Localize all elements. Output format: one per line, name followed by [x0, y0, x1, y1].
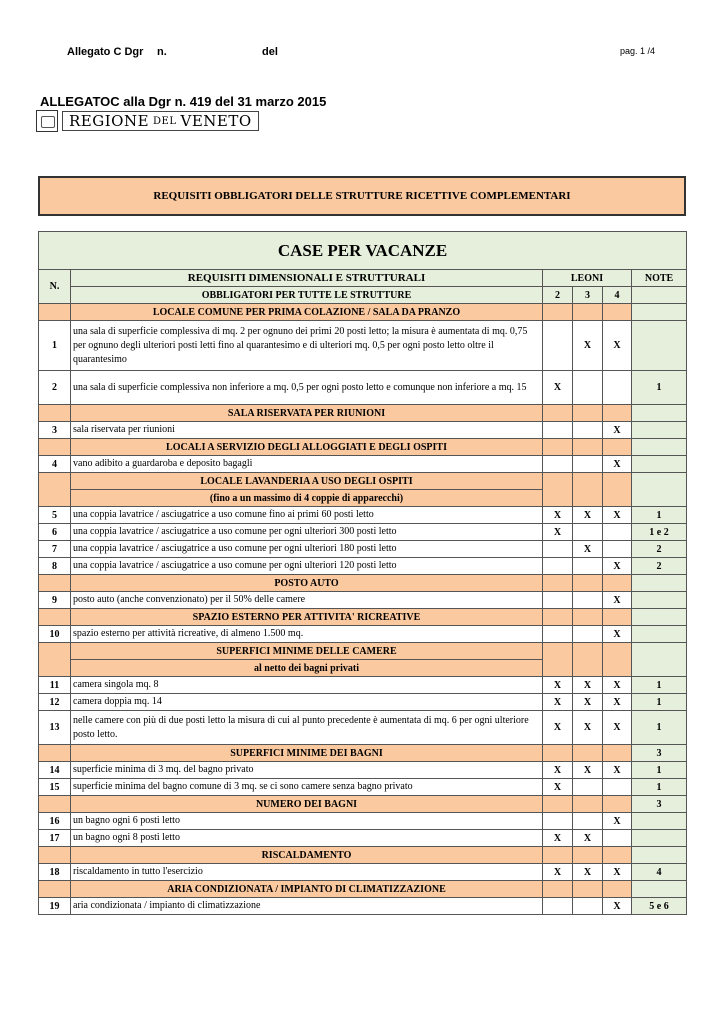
row-description: una coppia lavatrice / asciugatrice a uso comune per ogni ulteriori 300 posti letto	[71, 524, 543, 541]
row-note: 1	[632, 779, 687, 796]
leoni-4-mark	[603, 524, 632, 541]
table-row	[39, 779, 687, 796]
section-leoni-cell	[543, 745, 573, 762]
table-row	[39, 898, 687, 915]
row-description: vano adibito a guardaroba e deposito bagagli	[71, 456, 543, 473]
row-number: 17	[39, 830, 71, 847]
section-note	[632, 609, 687, 626]
leoni-2-mark: X	[543, 694, 573, 711]
row-number: 2	[39, 371, 71, 405]
leoni-3-mark	[573, 898, 603, 915]
leoni-4-mark	[603, 779, 632, 796]
row-description: superficie minima di 3 mq. del bagno privato	[71, 762, 543, 779]
leoni-3-mark: X	[573, 541, 603, 558]
leoni-3-mark	[573, 524, 603, 541]
leoni-3-mark: X	[573, 864, 603, 881]
section-leoni-cell	[543, 473, 573, 507]
note-header-blank	[632, 287, 687, 304]
leoni-4-mark	[603, 541, 632, 558]
row-description: una sala di superficie complessiva non inferiore a mq. 0,5 per ogni posto letto e comunque non inferiore a mq. 15	[71, 371, 543, 405]
section-leoni-cell	[603, 575, 632, 592]
col-n-header: N.	[39, 270, 71, 304]
section-note: 3	[632, 796, 687, 813]
section-row	[39, 745, 687, 762]
table-row	[39, 864, 687, 881]
leoni-3-header: 3	[573, 287, 603, 304]
row-note: 5 e 6	[632, 898, 687, 915]
row-note: 1	[632, 762, 687, 779]
section-label: SALA RISERVATA PER RIUNIONI	[71, 405, 543, 422]
req-header-line1: REQUISITI DIMENSIONALI E STRUTTURALI	[71, 270, 543, 287]
leoni-3-mark	[573, 626, 603, 643]
table-row	[39, 694, 687, 711]
row-number: 5	[39, 507, 71, 524]
leoni-2-mark	[543, 898, 573, 915]
table-title-row	[39, 232, 687, 270]
row-number: 19	[39, 898, 71, 915]
leoni-4-mark	[603, 830, 632, 847]
leoni-4-mark: X	[603, 898, 632, 915]
row-note	[632, 456, 687, 473]
section-leoni-cell	[573, 405, 603, 422]
section-num-cell	[39, 643, 71, 677]
leoni-3-mark	[573, 422, 603, 439]
row-number: 13	[39, 711, 71, 745]
leoni-3-mark	[573, 592, 603, 609]
leoni-2-mark	[543, 541, 573, 558]
section-label: al netto dei bagni privati	[71, 660, 543, 677]
row-note: 1	[632, 507, 687, 524]
row-description: aria condizionata / impianto di climatizzazione	[71, 898, 543, 915]
section-num-cell	[39, 439, 71, 456]
row-description: spazio esterno per attività ricreative, di almeno 1.500 mq.	[71, 626, 543, 643]
leoni-4-mark: X	[603, 321, 632, 371]
row-description: sala riservata per riunioni	[71, 422, 543, 439]
leoni-3-mark: X	[573, 830, 603, 847]
section-leoni-cell	[603, 643, 632, 677]
section-row	[39, 881, 687, 898]
table-row	[39, 321, 687, 371]
table-row	[39, 592, 687, 609]
row-note: 1	[632, 677, 687, 694]
section-leoni-cell	[603, 881, 632, 898]
row-note: 2	[632, 558, 687, 575]
leoni-4-mark: X	[603, 626, 632, 643]
leoni-3-mark: X	[573, 507, 603, 524]
section-leoni-cell	[603, 405, 632, 422]
leoni-header: LEONI	[543, 270, 632, 287]
section-row	[39, 847, 687, 864]
table-row	[39, 813, 687, 830]
note-header: NOTE	[632, 270, 687, 287]
table-title: CASE PER VACANZE	[39, 232, 687, 270]
row-number: 16	[39, 813, 71, 830]
leoni-3-mark: X	[573, 762, 603, 779]
leoni-3-mark	[573, 813, 603, 830]
section-row	[39, 796, 687, 813]
section-leoni-cell	[543, 643, 573, 677]
regione-seal-icon	[36, 110, 58, 132]
leoni-4-mark: X	[603, 864, 632, 881]
section-note	[632, 847, 687, 864]
row-description: un bagno ogni 8 posti letto	[71, 830, 543, 847]
section-leoni-cell	[543, 439, 573, 456]
row-number: 11	[39, 677, 71, 694]
leoni-3-mark	[573, 371, 603, 405]
leoni-4-mark: X	[603, 507, 632, 524]
table-row	[39, 524, 687, 541]
section-label: LOCALE LAVANDERIA A USO DEGLI OSPITI	[71, 473, 543, 490]
row-description: camera doppia mq. 14	[71, 694, 543, 711]
section-leoni-cell	[573, 473, 603, 507]
section-num-cell	[39, 881, 71, 898]
row-description: un bagno ogni 6 posti letto	[71, 813, 543, 830]
header-n: n.	[157, 46, 167, 58]
leoni-4-mark: X	[603, 813, 632, 830]
row-note	[632, 592, 687, 609]
row-number: 4	[39, 456, 71, 473]
regione-veneto-logo	[36, 110, 259, 132]
row-description: una coppia lavatrice / asciugatrice a uso comune per ogni ulteriori 120 posti letto	[71, 558, 543, 575]
section-note	[632, 405, 687, 422]
section-note	[632, 439, 687, 456]
logo-del: DEL	[153, 115, 177, 127]
section-row	[39, 304, 687, 321]
section-label: (fino a un massimo di 4 coppie di apparecchi)	[71, 490, 543, 507]
section-label: SUPERFICI MINIME DELLE CAMERE	[71, 643, 543, 660]
row-description: posto auto (anche convenzionato) per il 50% delle camere	[71, 592, 543, 609]
row-number: 9	[39, 592, 71, 609]
leoni-4-mark: X	[603, 456, 632, 473]
row-note: 4	[632, 864, 687, 881]
section-leoni-cell	[603, 304, 632, 321]
row-note	[632, 626, 687, 643]
row-description: una coppia lavatrice / asciugatrice a uso comune fino ai primi 60 posti letto	[71, 507, 543, 524]
header-del: del	[262, 46, 278, 58]
table-row	[39, 830, 687, 847]
row-description: una coppia lavatrice / asciugatrice a uso comune per ogni ulteriori 180 posti letto	[71, 541, 543, 558]
leoni-2-mark: X	[543, 524, 573, 541]
table-row	[39, 558, 687, 575]
table-row	[39, 762, 687, 779]
row-description: riscaldamento in tutto l'esercizio	[71, 864, 543, 881]
row-note	[632, 830, 687, 847]
leoni-2-mark	[543, 422, 573, 439]
row-number: 10	[39, 626, 71, 643]
leoni-2-mark	[543, 558, 573, 575]
header-allegato: Allegato C Dgr	[67, 46, 144, 58]
section-leoni-cell	[543, 796, 573, 813]
table-row	[39, 677, 687, 694]
leoni-3-mark: X	[573, 694, 603, 711]
req-header-line2: OBBLIGATORI PER TUTTE LE STRUTTURE	[71, 287, 543, 304]
table-row	[39, 711, 687, 745]
leoni-3-mark	[573, 558, 603, 575]
leoni-2-mark: X	[543, 371, 573, 405]
page-number: pag. 1 /4	[620, 46, 656, 56]
table-row	[39, 507, 687, 524]
leoni-2-mark: X	[543, 779, 573, 796]
table-row	[39, 541, 687, 558]
section-leoni-cell	[603, 796, 632, 813]
section-leoni-cell	[573, 796, 603, 813]
table-row	[39, 626, 687, 643]
leoni-4-mark: X	[603, 677, 632, 694]
section-label: POSTO AUTO	[71, 575, 543, 592]
leoni-4-mark: X	[603, 422, 632, 439]
section-row	[39, 405, 687, 422]
section-label: LOCALE COMUNE PER PRIMA COLAZIONE / SALA DA PRANZO	[71, 304, 543, 321]
leoni-4-mark: X	[603, 592, 632, 609]
row-description: nelle camere con più di due posti letto la misura di cui al punto precedente è aumentata di mq. 6 per ogni ulteriore posto letto.	[71, 711, 543, 745]
table-header-row-1	[39, 270, 687, 287]
row-description: una sala di superficie complessiva di mq. 2 per ognuno dei primi 20 posti letto; la misura è aumentata di mq. 0,75 per ognuno degli ulteriori posti letti fino al quarantesimo e di ulteriori mq. 0,5 per ogni posto letto oltre il quarantesimo	[71, 321, 543, 371]
leoni-3-mark	[573, 456, 603, 473]
row-note: 2	[632, 541, 687, 558]
section-row	[39, 643, 687, 660]
leoni-2-mark: X	[543, 830, 573, 847]
row-note: 1	[632, 371, 687, 405]
section-num-cell	[39, 796, 71, 813]
leoni-2-mark: X	[543, 864, 573, 881]
section-note	[632, 575, 687, 592]
section-leoni-cell	[573, 304, 603, 321]
row-description: superficie minima del bagno comune di 3 mq. se ci sono camere senza bagno privato	[71, 779, 543, 796]
row-number: 14	[39, 762, 71, 779]
section-label: ARIA CONDIZIONATA / IMPIANTO DI CLIMATIZZAZIONE	[71, 881, 543, 898]
section-note	[632, 304, 687, 321]
row-note: 1 e 2	[632, 524, 687, 541]
section-leoni-cell	[573, 643, 603, 677]
leoni-3-mark: X	[573, 677, 603, 694]
leoni-4-mark: X	[603, 558, 632, 575]
leoni-2-mark: X	[543, 507, 573, 524]
row-number: 6	[39, 524, 71, 541]
section-leoni-cell	[573, 881, 603, 898]
section-leoni-cell	[543, 847, 573, 864]
row-note	[632, 813, 687, 830]
section-num-cell	[39, 473, 71, 507]
leoni-2-header: 2	[543, 287, 573, 304]
row-number: 1	[39, 321, 71, 371]
leoni-3-mark: X	[573, 711, 603, 745]
leoni-4-mark: X	[603, 711, 632, 745]
leoni-2-mark: X	[543, 711, 573, 745]
section-leoni-cell	[603, 439, 632, 456]
leoni-2-mark	[543, 321, 573, 371]
section-label: NUMERO DEI BAGNI	[71, 796, 543, 813]
section-label: LOCALI A SERVIZIO DEGLI ALLOGGIATI E DEGLI OSPITI	[71, 439, 543, 456]
row-number: 12	[39, 694, 71, 711]
section-label: SPAZIO ESTERNO PER ATTIVITA' RICREATIVE	[71, 609, 543, 626]
section-leoni-cell	[543, 575, 573, 592]
requirements-banner: REQUISITI OBBLIGATORI DELLE STRUTTURE RICETTIVE COMPLEMENTARI	[38, 176, 686, 216]
logo-regione: REGIONE	[69, 112, 150, 130]
leoni-2-mark: X	[543, 762, 573, 779]
section-num-cell	[39, 405, 71, 422]
section-num-cell	[39, 575, 71, 592]
logo-veneto: VENETO	[180, 112, 252, 130]
leoni-2-mark	[543, 813, 573, 830]
section-leoni-cell	[573, 575, 603, 592]
section-note	[632, 881, 687, 898]
section-num-cell	[39, 609, 71, 626]
leoni-2-mark: X	[543, 677, 573, 694]
section-row	[39, 439, 687, 456]
section-leoni-cell	[603, 847, 632, 864]
section-row	[39, 609, 687, 626]
section-leoni-cell	[543, 881, 573, 898]
section-leoni-cell	[573, 745, 603, 762]
row-number: 18	[39, 864, 71, 881]
row-note: 1	[632, 711, 687, 745]
requirements-table	[38, 231, 687, 915]
section-num-cell	[39, 745, 71, 762]
section-leoni-cell	[573, 847, 603, 864]
row-note: 1	[632, 694, 687, 711]
table-row	[39, 422, 687, 439]
section-num-cell	[39, 304, 71, 321]
table-row	[39, 456, 687, 473]
section-label: RISCALDAMENTO	[71, 847, 543, 864]
leoni-2-mark	[543, 456, 573, 473]
leoni-4-mark	[603, 371, 632, 405]
leoni-2-mark	[543, 592, 573, 609]
table-header-row-2	[39, 287, 687, 304]
section-row	[39, 473, 687, 490]
section-leoni-cell	[573, 609, 603, 626]
section-note	[632, 473, 687, 507]
section-leoni-cell	[543, 405, 573, 422]
section-num-cell	[39, 847, 71, 864]
leoni-2-mark	[543, 626, 573, 643]
leoni-3-mark: X	[573, 321, 603, 371]
section-note	[632, 643, 687, 677]
leoni-4-mark: X	[603, 694, 632, 711]
section-leoni-cell	[603, 473, 632, 507]
section-note: 3	[632, 745, 687, 762]
section-leoni-cell	[603, 745, 632, 762]
section-leoni-cell	[543, 609, 573, 626]
row-description: camera singola mq. 8	[71, 677, 543, 694]
row-number: 15	[39, 779, 71, 796]
leoni-3-mark	[573, 779, 603, 796]
row-number: 7	[39, 541, 71, 558]
row-number: 3	[39, 422, 71, 439]
table-row	[39, 371, 687, 405]
document-reference: ALLEGATOC alla Dgr n. 419 del 31 marzo 2015	[40, 94, 327, 109]
section-leoni-cell	[603, 609, 632, 626]
section-row	[39, 575, 687, 592]
section-label: SUPERFICI MINIME DEI BAGNI	[71, 745, 543, 762]
row-note	[632, 422, 687, 439]
leoni-4-mark: X	[603, 762, 632, 779]
section-leoni-cell	[573, 439, 603, 456]
row-note	[632, 321, 687, 371]
leoni-4-header: 4	[603, 287, 632, 304]
row-number: 8	[39, 558, 71, 575]
section-leoni-cell	[543, 304, 573, 321]
logo-text	[62, 111, 259, 131]
